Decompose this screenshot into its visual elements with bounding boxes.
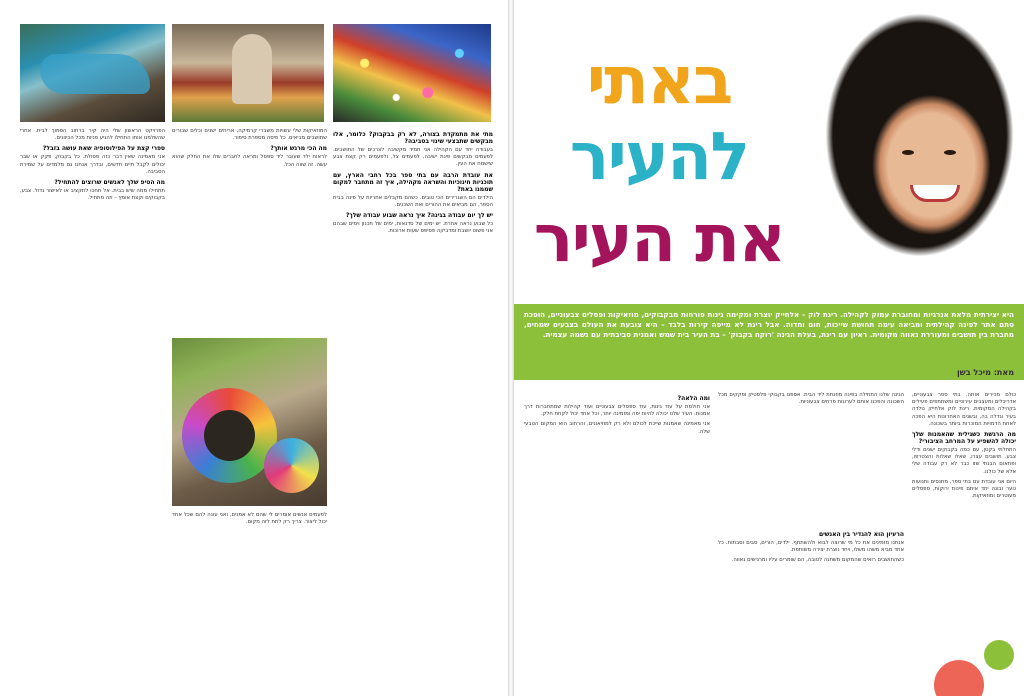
title-line-3: את העיר	[533, 200, 785, 277]
right-page	[514, 0, 1024, 696]
left-page-column-mid-bottom	[172, 512, 327, 688]
paragraph: המוזאיקות שלי עשויות משברי קרמיקה, אריחים ישנים וכלים שבורים שתושבים מביאים. כל פיסה מספרת סיפור.	[172, 128, 327, 142]
portrait-eye	[944, 150, 956, 155]
right-page-column-mid-bottom	[718, 528, 904, 688]
paragraph: אנחנו מזמינים את כל מי שרוצה לבוא ולהשתתף. ילדים, הורים, סבים וסבתות. כל אחד מביא משהו משלו, ויחד נוצרת יצירה משותפת.	[718, 540, 904, 554]
photo-mosaic-sculpture	[172, 338, 327, 506]
paragraph: כולם מכירים אותה. בתי ספר צבעוניים, אדריכלים ומעצבים עירוניים ומשתתפים פעילים בקהילה המקומית. רינת לוק אלחייק נולדה בעיר וגדלה בה, ובשנים האחרונות היא הפכה לאחת הדמויות המוכרות ביותר בשכונה.	[912, 392, 1016, 427]
portrait-eye	[902, 150, 914, 155]
photo-workshop	[172, 24, 324, 122]
left-page-column-left	[20, 128, 165, 688]
paragraph: לראות ילד שעובר ליד ספסל ומראה לחברים שלו את החלק שהוא עשה. זה שווה הכל.	[172, 154, 327, 168]
left-page	[0, 0, 508, 696]
left-page-column-right	[333, 128, 493, 688]
paragraph: הגינה שלנו התחילה בפינה מוזנחת ליד הבית. אספנו בקבוקי פלסטיק ופקקים מכל השכונה והפכנו אותם לערוגות פרחים צבעוניות.	[718, 392, 904, 406]
paragraph: כשהתושבים רואים שהמקום משתנה לטובה, הם שומרים עליו ומרגישים גאווה.	[731, 557, 904, 564]
question-heading: את עובדת הרבה עם בתי ספר בכל רחבי הארץ, עם תוכניות חינוכיות והשראה מקהילה, איך זה מתחבר למקום שממנו באת?	[333, 171, 493, 193]
paragraph: הפרויקט הראשון שלי היה קיר ברחוב הסמוך לבית. אחרי שהשלמנו אותו התחילו להגיע פניות מכל הכיוונים.	[20, 128, 165, 142]
byline: מאת: מיכל בשן	[956, 368, 1014, 377]
question-heading: מתי את מתמקדת בצורה, לא רק בבקבוק? כלומר, אלו מבקשים שתבצעי שינוי בסביבה?	[333, 131, 493, 145]
question-heading: ומה הלאה?	[677, 395, 710, 402]
left-page-column-mid-top	[172, 128, 327, 333]
question-heading: מה הטיפ שלך לאנשים שרוצים להתחיל?	[54, 179, 165, 187]
decor-bubble	[984, 640, 1014, 670]
photo-flower-garden	[333, 24, 491, 122]
question-heading: ספרי קצת על הפילוסופיה שאת עושה בזבל?	[42, 145, 165, 153]
question-heading: הרעיון הוא להגדיר בין האנשים	[818, 531, 904, 538]
question-heading: יש לך יום עבודה בגינה? איך נראה שבוע עבודה שלך?	[345, 212, 493, 220]
paragraph: לפעמים אנשים אומרים לי שהם לא אמנים, ואני עונה להם שכל אחד יכול ליצור. צריך רק לתת לזה מקום.	[172, 512, 327, 526]
hero-portrait	[792, 0, 1024, 300]
question-heading: מה הרגשת כשגילית שהאמנות שלך יכולה להשפיע על המרחב הציבורי?	[912, 431, 1016, 446]
paragraph: אני חולמת על עוד גינות, עוד ספסלים צבעוניים ועוד קהילות שמתחברות דרך אמנות. העיר שלנו יכולה להיות יפה ומזמינה יותר, וכל אחד יכול לקחת חלק.	[524, 404, 710, 418]
portrait-smile	[910, 185, 960, 202]
right-page-column-left	[524, 392, 710, 688]
question-heading: מה הכי מרגש אותך?	[270, 145, 327, 153]
paragraph: התחלתי בקטן, עם כמה בקבוקים ישנים ודלי צבע. תושבים עצרו, שאלו שאלות והצטרפו, ופתאום הבנתי שזו כבר לא רק עבודה שלי אלא של כולנו.	[912, 447, 1016, 475]
right-page-column-mid-top	[718, 392, 904, 522]
paragraph: היום אני עובדת עם בתי ספר, מתנסים ותנועות נוער ובונה יחד איתם פינות ירוקות, ספסלים מעוטרים ומוזאיקות.	[912, 478, 1016, 500]
lead-paragraph: היא יצירתית מלאת אנרגיות ומחוברת עמוק לקהילה. רינת לוק – אלחייק יוצרת ומקימה גינות פורחות מבקבוקים, מוזאיקות ופסלים צבעוניים, הופכת סתם אתר לפינה קהילתית ומביאה עימה תחושת שייכות, חום וחדוה. אבל רינת לא מייפה קירות בלבד – היא צובעת את העולם בצבעים שמחים, מחברת בין תושבים ומעוררת גאווה מקומית. ראיון עם רינת, בעלת הגינה 'רוקח בקבוק' – בת העיר בית שמש ואמנית סביבתית עם נשמה עצמית.	[524, 310, 1014, 339]
paragraph: בעבודה יחד עם הקהילה אני תמיד מקשיבה לצרכים של התושבים. לפעמים מבקשים פינת ישיבה, לפעמים צל, ולפעמים רק קצת צבע שישמח את העין.	[333, 147, 493, 168]
paragraph: אני מאמינה שאמנות שייכת לכולם ולא רק למוזיאונים, והרחוב הוא המקום הטבעי שלה.	[524, 421, 710, 435]
paragraph: אני מאמינה שאין דבר כזה פסולת. כל בקבוק, פקק או שבר יכולים לקבל חיים חדשים, ובדרך אנחנו גם מלמדים על שמירת הסביבה.	[20, 154, 165, 175]
paragraph: תתחילו ממה שיש בבית. אל תחכו לתקציב או לאישור גדול. צבע, בקבוקים וקצת אומץ – וזה מתחיל.	[20, 188, 165, 202]
title-line-2: להעיר	[569, 118, 749, 195]
title-line-1: באתי	[586, 42, 732, 119]
paragraph: כל שבוע נראה אחרת. יש ימים של סדנאות, ימים של תכנון וימים שבהם אני פשוט יושבת ומדביקה פסיפס שעות ארוכות.	[333, 221, 493, 235]
lead-box	[514, 304, 1024, 380]
photo-bottle-bed	[20, 24, 165, 122]
paragraph: הילדים הם השגרירים הכי טובים. כשהם מקבלים אחריות על פינה בבית הספר, הם מביאים את ההורים ואת השכנים.	[333, 194, 493, 208]
